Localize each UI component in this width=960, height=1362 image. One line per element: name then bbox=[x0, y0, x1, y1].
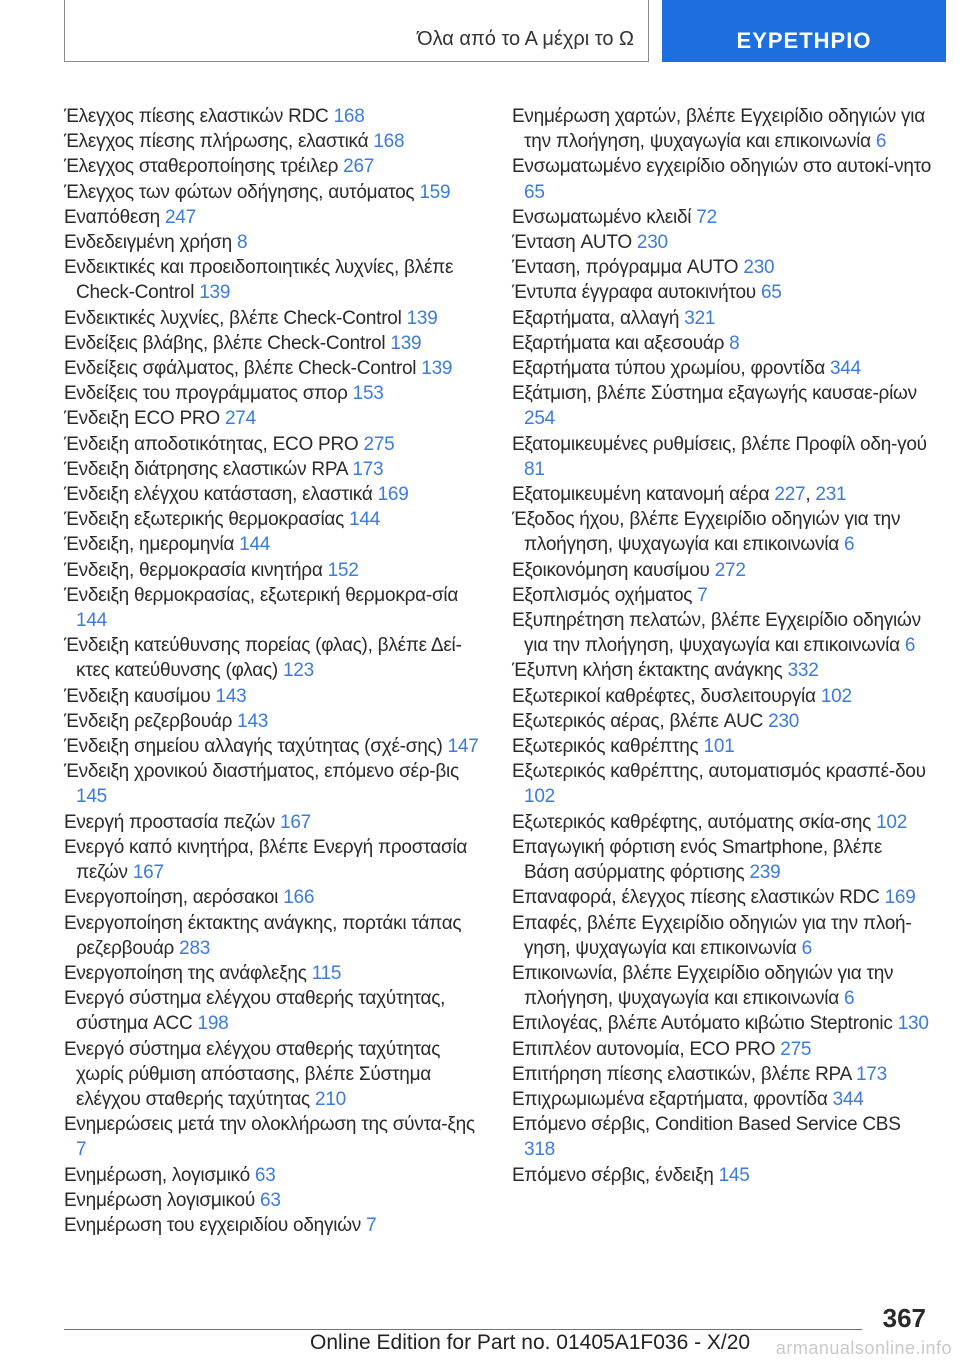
index-entry bbox=[64, 558, 484, 583]
index-entry bbox=[512, 1112, 932, 1162]
index-entry bbox=[64, 885, 484, 910]
index-entry-term: Εξωτερικός καθρέπτης, αυτοματισμός κρασπέ‐δου bbox=[512, 761, 926, 783]
index-entry bbox=[64, 205, 484, 230]
page-ref-link[interactable]: 7 bbox=[366, 1214, 377, 1236]
page-ref-link[interactable]: 144 bbox=[239, 534, 271, 556]
index-entry bbox=[512, 432, 932, 482]
page-ref-link[interactable]: 321 bbox=[684, 307, 716, 329]
index-entry-term: Έλεγχος σταθεροποίησης τρέιλερ bbox=[64, 156, 339, 178]
index-entry-term: Ενεργό σύστημα ελέγχου σταθερής ταχύτητας χωρίς ρύθμιση απόστασης, βλέπε Σύστημα ελέγχου σταθερής ταχύτητας bbox=[64, 1038, 441, 1110]
page-ref-link[interactable]: 63 bbox=[254, 1164, 276, 1186]
index-entry-term: Εξωτερικός καθρέφτης, αυτόματης σκία‐σης bbox=[512, 811, 872, 833]
index-entry-term: Εξωτερικοί καθρέφτες, δυσλειτουργία bbox=[512, 685, 816, 707]
page-ref-link[interactable]: 230 bbox=[743, 257, 775, 279]
index-entry-term: Εξοικονόμηση καυσίμου bbox=[512, 559, 710, 581]
index-entry-term: Ενδεικτικές λυχνίες, βλέπε Check-Control bbox=[64, 307, 402, 329]
index-entry bbox=[64, 709, 484, 734]
page-ref-link[interactable]: 139 bbox=[199, 282, 231, 304]
page-ref-link[interactable]: 173 bbox=[352, 458, 384, 480]
page-ref-link[interactable]: 72 bbox=[696, 206, 717, 228]
index-entry bbox=[512, 759, 932, 809]
index-entry-term: Έξοδος ήχου, βλέπε Εγχειρίδιο οδηγιών για την πλοήγηση, ψυχαγωγία και επικοινωνία bbox=[512, 509, 901, 556]
page-ref-link[interactable]: 275 bbox=[780, 1038, 812, 1060]
page-ref-link[interactable]: 152 bbox=[327, 559, 359, 581]
index-entry bbox=[512, 507, 932, 557]
index-entry bbox=[64, 1213, 484, 1238]
index-entry-term: Ενημέρωση, λογισμικό bbox=[64, 1164, 250, 1186]
index-entry-term: Επαφές, βλέπε Εγχειρίδιο οδηγιών για την πλοή‐γηση, ψυχαγωγία και επικοινωνία bbox=[512, 912, 912, 959]
page-ref-link[interactable]: 6 bbox=[844, 988, 855, 1010]
page-ref-link[interactable]: 239 bbox=[749, 862, 781, 884]
index-entry bbox=[512, 1163, 932, 1188]
index-entry bbox=[64, 432, 484, 457]
index-entry-term: Επιπλέον αυτονομία, ECO PRO bbox=[512, 1038, 776, 1060]
index-entry-term: Επόμενο σέρβις, ένδειξη bbox=[512, 1164, 714, 1186]
index-entry bbox=[512, 255, 932, 280]
index-entry bbox=[512, 154, 932, 204]
page-ref-link[interactable]: 143 bbox=[215, 685, 247, 707]
index-entry bbox=[64, 759, 484, 809]
index-entry-term: Εξωτερικός αέρας, βλέπε AUC bbox=[512, 710, 764, 732]
index-entry bbox=[512, 331, 932, 356]
page-ref-link[interactable]: 227 bbox=[774, 484, 806, 506]
index-entry bbox=[64, 961, 484, 986]
index-entry-term: Ενεργό σύστημα ελέγχου σταθερής ταχύτητας, σύστημα ACC bbox=[64, 988, 446, 1035]
index-entry-term: Ένδειξη αποδοτικότητας, ECO PRO bbox=[64, 433, 359, 455]
page-ref-link[interactable]: 102 bbox=[524, 786, 555, 808]
page-ref-link[interactable]: 167 bbox=[132, 862, 164, 884]
index-entry bbox=[64, 457, 484, 482]
page-ref-link[interactable]: 81 bbox=[524, 458, 545, 480]
footer-edition: Online Edition for Part no. 01405A1F036 - X/20 bbox=[310, 1331, 751, 1354]
page-ref-link[interactable]: 318 bbox=[524, 1139, 555, 1161]
index-entry bbox=[64, 356, 484, 381]
index-column-left bbox=[64, 104, 484, 1238]
index-entry-term: Επαγωγική φόρτιση ενός Smartphone, βλέπε Βάση ασύρματης φόρτισης bbox=[512, 836, 883, 884]
page-ref-link[interactable]: 344 bbox=[832, 1088, 864, 1110]
index-entry bbox=[64, 255, 484, 305]
index-entry-term: Επικοινωνία, βλέπε Εγχειρίδιο οδηγιών για την πλοήγηση, ψυχαγωγία και επικοινωνία bbox=[512, 962, 894, 1010]
page-ref-link[interactable]: 169 bbox=[377, 484, 409, 506]
page-ref-link[interactable]: 65 bbox=[760, 282, 782, 304]
index-entry bbox=[512, 356, 932, 381]
page-ref-link[interactable]: 145 bbox=[718, 1164, 750, 1186]
page-ref-link[interactable]: 145 bbox=[76, 786, 107, 808]
tab-index[interactable] bbox=[662, 0, 946, 62]
index-entry-term: Έξυπνη κλήση έκτακτης ανάγκης bbox=[512, 660, 783, 682]
index-entry-term: Ένδειξη κατεύθυνσης πορείας (φλας), βλέπε Δεί‐κτες κατεύθυνσης (φλας) bbox=[64, 635, 462, 682]
index-entry bbox=[512, 482, 932, 507]
page-ref-link[interactable]: 7 bbox=[76, 1139, 87, 1161]
page-ref-link[interactable]: 254 bbox=[524, 408, 555, 430]
index-entry bbox=[512, 205, 932, 230]
page-ref-link[interactable]: 274 bbox=[224, 408, 256, 430]
index-entry bbox=[64, 986, 484, 1036]
index-entry-term: Ένδειξη χρονικού διαστήματος, επόμενο σέρ‐βις bbox=[64, 761, 459, 783]
index-entry-term: Ένδειξη, θερμοκρασία κινητήρα bbox=[64, 559, 323, 581]
page-ref-link[interactable]: 144 bbox=[349, 509, 381, 531]
page-ref-link[interactable]: 123 bbox=[282, 660, 314, 682]
index-column-right bbox=[512, 104, 932, 1188]
index-entry-term: Ενημέρωση λογισμικού bbox=[64, 1189, 255, 1211]
page-ref-link[interactable]: 267 bbox=[343, 156, 375, 178]
index-entry-term: Εξαρτήματα και αξεσουάρ bbox=[512, 332, 725, 354]
index-entry-term: Εξάτμιση, βλέπε Σύστημα εξαγωγής καυσαε‐ρίων bbox=[512, 383, 917, 405]
index-entry-term: Ενεργοποίηση της ανάφλεξης bbox=[64, 962, 307, 984]
page-ref-link[interactable]: 65 bbox=[524, 181, 545, 203]
index-entry-term: Εξαρτήματα τύπου χρωμίου, φροντίδα bbox=[512, 358, 825, 380]
page-ref-link[interactable]: 102 bbox=[820, 685, 852, 707]
index-entry bbox=[512, 835, 932, 885]
page-ref-link[interactable]: 173 bbox=[855, 1063, 887, 1085]
index-entry-term: Ένταση, πρόγραμμα AUTO bbox=[512, 257, 739, 279]
index-entry-term: Επιχρωμιωμένα εξαρτήματα, φροντίδα bbox=[512, 1088, 828, 1110]
index-entry bbox=[512, 709, 932, 734]
page-ref-link[interactable]: 332 bbox=[787, 660, 819, 682]
page-ref-link[interactable]: 230 bbox=[636, 232, 668, 254]
page-ref-link[interactable]: 6 bbox=[875, 131, 887, 153]
index-entry-term: Ένδειξη σημείου αλλαγής ταχύτητας (σχέ‐σης) bbox=[64, 736, 443, 758]
index-entry bbox=[512, 230, 932, 255]
index-entry-term: Ενημέρωση χαρτών, βλέπε Εγχειρίδιο οδηγιών για την πλοήγηση, ψυχαγωγία και επικοινωνία bbox=[512, 106, 926, 153]
index-entry-term: Εξωτερικός καθρέπτης bbox=[512, 736, 699, 758]
page-ref-link[interactable]: 210 bbox=[315, 1088, 346, 1110]
index-entry-term: Ένδειξη ρεζερβουάρ bbox=[64, 710, 233, 732]
index-entry-term: Έλεγχος των φώτων οδήγησης, αυτόματος bbox=[64, 181, 415, 203]
page-ref-link[interactable]: 147 bbox=[447, 736, 479, 758]
page-ref-link[interactable]: 159 bbox=[419, 181, 451, 203]
index-entry-term: Επαναφορά, έλεγχος πίεσης ελαστικών RDC bbox=[512, 887, 880, 909]
page-ref-link[interactable]: 6 bbox=[801, 937, 812, 959]
index-entry bbox=[512, 1011, 932, 1036]
index-entry-term: Εξυπηρέτηση πελατών, βλέπε Εγχειρίδιο οδηγιών για την πλοήγηση, ψυχαγωγία και επικοινωνία bbox=[512, 610, 921, 657]
page-ref-link[interactable]: 168 bbox=[333, 106, 365, 127]
index-entry-term: Έλεγχος πίεσης πλήρωσης, ελαστικά bbox=[64, 131, 369, 153]
page-ref-link[interactable]: 230 bbox=[768, 710, 800, 732]
index-entry-term: Ενεργοποίηση έκτακτης ανάγκης, πορτάκι τάπας ρεζερβουάρ bbox=[64, 912, 462, 959]
index-entry-term: Ενδεικτικές και προειδοποιητικές λυχνίες, βλέπε Check-Control bbox=[64, 257, 454, 304]
page-ref-link[interactable]: 272 bbox=[714, 559, 746, 581]
index-entry bbox=[64, 507, 484, 532]
index-entry bbox=[64, 633, 484, 683]
page-ref-link[interactable]: 275 bbox=[363, 433, 395, 455]
page-number: 367 bbox=[882, 1303, 926, 1333]
page-ref-link[interactable]: 139 bbox=[390, 332, 422, 354]
index-entry-term: Ενδείξεις βλάβης, βλέπε Check-Control bbox=[64, 332, 386, 354]
index-entry bbox=[64, 835, 484, 885]
page-ref-link[interactable]: 166 bbox=[283, 887, 315, 909]
index-entry bbox=[512, 1062, 932, 1087]
index-entry bbox=[64, 583, 484, 633]
index-entry-term: Επιτήρηση πίεσης ελαστικών, βλέπε RPA bbox=[512, 1063, 851, 1085]
index-entry bbox=[512, 684, 932, 709]
footer-divider bbox=[64, 1329, 862, 1330]
index-entry bbox=[512, 810, 932, 835]
index-entry-term: Ένδειξη διάτρησης ελαστικών RPA bbox=[64, 458, 348, 480]
index-entry-term: Ένδειξη ECO PRO bbox=[64, 408, 220, 430]
index-entry bbox=[64, 180, 484, 205]
index-entry-term: Ένδειξη, ημερομηνία bbox=[64, 534, 235, 556]
index-entry-term: Ενεργή προστασία πεζών bbox=[64, 811, 275, 833]
page-ref-link[interactable]: 168 bbox=[373, 131, 405, 153]
index-entry bbox=[512, 734, 932, 759]
index-entry bbox=[64, 154, 484, 179]
index-entry bbox=[64, 1163, 484, 1188]
index-entry-term: Επόμενο σέρβις, Condition Based Service CBS bbox=[512, 1114, 901, 1136]
index-entry-term: Εναπόθεση bbox=[64, 206, 160, 228]
page-ref-link[interactable]: 6 bbox=[904, 635, 916, 657]
index-entry-term: Ενεργό καπό κινητήρα, βλέπε Ενεργή προστασία πεζών bbox=[64, 836, 468, 884]
index-entry-term: Ενημερώσεις μετά την ολοκλήρωση της σύντα‐ξης bbox=[64, 1114, 475, 1136]
index-entry-term: Έντυπα έγγραφα αυτοκινήτου bbox=[512, 282, 756, 304]
header-section-box bbox=[64, 0, 649, 62]
index-entry bbox=[512, 381, 932, 431]
watermark: armanualsonline.info bbox=[775, 1338, 952, 1358]
page-ref-link[interactable]: 283 bbox=[179, 937, 211, 959]
index-entry bbox=[512, 280, 932, 305]
index-entry-term: Ένδειξη θερμοκρασίας, εξωτερική θερμοκρα‐σία bbox=[64, 584, 459, 606]
index-entry bbox=[64, 406, 484, 431]
index-entry bbox=[64, 1037, 484, 1113]
index-entry-term: Ενεργοποίηση, αερόσακοι bbox=[64, 887, 279, 909]
index-entry bbox=[64, 684, 484, 709]
index-entry bbox=[64, 734, 484, 759]
index-entry-term: Εξαρτήματα, αλλαγή bbox=[512, 307, 680, 329]
index-entry bbox=[512, 1087, 932, 1112]
index-entry-term: Ενημέρωση του εγχειριδίου οδηγιών bbox=[64, 1214, 362, 1236]
index-entry bbox=[64, 306, 484, 331]
index-entry bbox=[512, 1037, 932, 1062]
index-entry bbox=[64, 810, 484, 835]
page-ref-link[interactable]: 247 bbox=[164, 206, 196, 228]
index-entry bbox=[64, 104, 484, 129]
index-entry bbox=[512, 104, 932, 154]
index-entry bbox=[512, 608, 932, 658]
index-entry bbox=[64, 381, 484, 406]
index-entry bbox=[512, 306, 932, 331]
page-ref-link[interactable]: 139 bbox=[406, 307, 438, 329]
index-entry-term: Ένδειξη ελέγχου κατάσταση, ελαστικά bbox=[64, 484, 373, 506]
index-entry-term: Επιλογέας, βλέπε Αυτόματο κιβώτιο Steptronic bbox=[512, 1013, 893, 1035]
index-entry-term: Έλεγχος πίεσης ελαστικών RDC bbox=[64, 106, 329, 127]
page-ref-link[interactable]: 153 bbox=[352, 383, 384, 405]
index-entry bbox=[64, 331, 484, 356]
index-entry bbox=[64, 230, 484, 255]
page-ref-link[interactable]: 63 bbox=[260, 1189, 281, 1211]
index-entry-term: Ένδειξη εξωτερικής θερμοκρασίας bbox=[64, 509, 345, 531]
page-ref-link[interactable]: 8 bbox=[236, 232, 248, 254]
page-ref-separator: , bbox=[805, 484, 811, 506]
index-entry bbox=[64, 129, 484, 154]
page-ref-link[interactable]: 231 bbox=[815, 484, 847, 506]
page-ref-link[interactable]: 102 bbox=[876, 811, 908, 833]
tab-index-label: ΕΥΡΕΤΗΡΙΟ bbox=[736, 28, 872, 53]
index-entry-term: Ένταση AUTO bbox=[512, 232, 632, 254]
index-entry-term: Ενσωματωμένο κλειδί bbox=[512, 206, 692, 228]
index-entry-term: Εξατομικευμένη κατανομή αέρα bbox=[512, 484, 770, 506]
index-entry bbox=[64, 482, 484, 507]
index-entry bbox=[512, 911, 932, 961]
index-entry bbox=[64, 532, 484, 557]
index-entry bbox=[64, 1188, 484, 1213]
page-ref-link[interactable]: 7 bbox=[697, 584, 708, 606]
index-entry bbox=[64, 1112, 484, 1162]
page-ref-link[interactable]: 139 bbox=[421, 358, 453, 380]
page-ref-link[interactable]: 130 bbox=[897, 1013, 929, 1035]
page-ref-link[interactable]: 344 bbox=[829, 358, 861, 380]
page-ref-link[interactable]: 115 bbox=[311, 962, 342, 984]
index-entry-term: Εξατομικευμένες ρυθμίσεις, βλέπε Προφίλ οδη‐γού bbox=[512, 433, 927, 455]
index-entry bbox=[512, 885, 932, 910]
page-ref-link[interactable]: 143 bbox=[237, 710, 269, 732]
page-ref-link[interactable]: 169 bbox=[884, 887, 916, 909]
index-entry-term: Ενδείξεις του προγράμματος σπορ bbox=[64, 383, 348, 405]
index-entry-term: Εξοπλισμός οχήματος bbox=[512, 584, 693, 606]
page-ref-link[interactable]: 6 bbox=[844, 534, 855, 556]
index-entry-term: Ενδείξεις σφάλματος, βλέπε Check-Control bbox=[64, 358, 417, 380]
index-entry bbox=[512, 961, 932, 1011]
index-entry-term: Ενσωματωμένο εγχειρίδιο οδηγιών στο αυτοκί‐νητο bbox=[512, 156, 932, 178]
index-entry bbox=[512, 658, 932, 683]
index-entry-term: Ένδειξη καυσίμου bbox=[64, 685, 211, 707]
index-entry-term: Ενδεδειγμένη χρήση bbox=[64, 232, 232, 254]
index-entry bbox=[512, 558, 932, 583]
page-ref-link[interactable]: 101 bbox=[703, 736, 735, 758]
page-ref-link[interactable]: 8 bbox=[729, 332, 740, 354]
page-ref-link[interactable]: 167 bbox=[280, 811, 311, 833]
section-title: Όλα από το Α μέχρι το Ω bbox=[417, 28, 634, 50]
index-entry bbox=[512, 583, 932, 608]
index-entry bbox=[64, 911, 484, 961]
page-ref-link[interactable]: 198 bbox=[197, 1013, 229, 1035]
page-ref-link[interactable]: 144 bbox=[76, 610, 107, 632]
